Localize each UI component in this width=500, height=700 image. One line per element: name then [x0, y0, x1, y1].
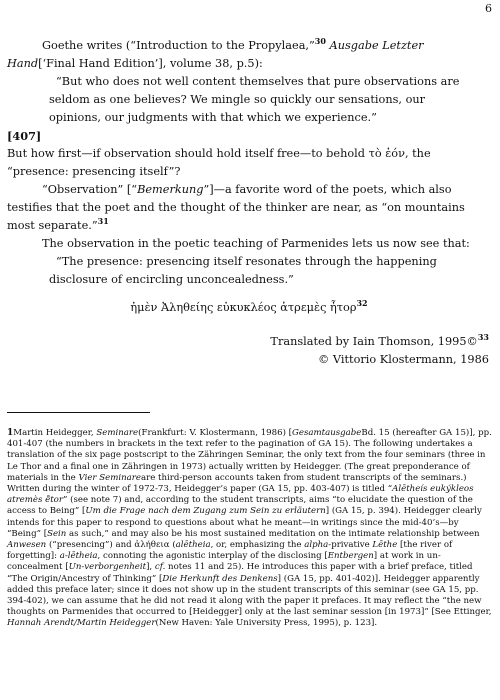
footnote-italic: a-lētheia [59, 551, 98, 562]
footnote-span: are third-person accounts taken from student transcripts of the seminars.) Written during the winter of 1972-73, Heidegger’s paper (GA 15, pp. 403-407) is titled “ [7, 472, 467, 495]
footnote-italic: cf. [154, 562, 166, 573]
footnote-span: (New Haven: Yale University Press, 1995), p. 123]. [155, 618, 378, 629]
footnote-ref: 30 [314, 36, 326, 47]
footnote-span: ” (see note 7) and, according to the student transcripts, aims “to elucidate the question of the access to Being” [ [7, 495, 473, 517]
footnote-span: , or, emphasizing the [210, 540, 305, 551]
footnote-text [7, 428, 492, 628]
text-span: “Observation” [“ [42, 183, 138, 196]
greek-verse [7, 299, 491, 317]
footnote-italic: Vier Seminare [78, 472, 141, 483]
paragraph-parmenides: The observation in the poetic teaching of Parmenides lets us now see that: [42, 237, 470, 250]
footnote-span: ] (GA 15, p. 394). Heidegger clearly intends for this paper to respond to questions about what he meant—in writings since the mid-40’s—by “Being” [ [7, 506, 482, 539]
footnote-ref: 32 [356, 298, 368, 309]
footnote-italic: Entbergen [327, 551, 374, 562]
footnote-number: 1 [7, 428, 14, 438]
footnote-italic: Um die Frage nach dem Zugang zum Sein zu erläutern [85, 506, 326, 517]
footnote [7, 428, 492, 630]
footnote-italic: Die Herkunft des Denkens [162, 573, 278, 584]
footnote-span: , connoting the agonistic interplay of the disclosing [ [97, 551, 328, 562]
translator-credit [7, 333, 491, 351]
footnote-span: Martin Heidegger, [13, 428, 97, 438]
greek-text: ἠμὲν Ἀληθείης εὐκυκλέος ἀτρεμὲς ἦτορ [130, 301, 357, 314]
text-span: ”]—a favorite word of the poets, which also testifies that the poet and the thought of the thinker are near, as “on mountains most separate.” [7, 183, 465, 232]
term-italic: Bemerkung [137, 183, 204, 196]
quote-parmenides: “The presence: presencing itself resonates through the happening disclosure of encircling unconcealedness.” [49, 255, 437, 286]
footnote-span: [the river of forgetting]: [7, 540, 453, 562]
footnote-span: (“presencing”) and ἀλήθεια ( [46, 540, 176, 551]
footnote-span: notes 11 and 25). He introduces this paper with a brief preface, titled “The Origin/Ancestry of Thinking” [ [7, 562, 473, 584]
footnote-italic: alpha [304, 540, 329, 551]
footnote-span: ], [146, 562, 155, 573]
paragraph-behold: But how first—if observation should hold itself free—to behold τὸ ἐόν, the “presence: presencing itself”? [7, 147, 431, 178]
footnote-italic: Alētheís eukýkleos atremès ē̂tor [7, 484, 474, 506]
footnote-italic: Gesamtausgabe [292, 428, 362, 438]
footnote-italic: Seminare [96, 428, 139, 438]
footnote-italic: alētheia [175, 540, 211, 551]
page-number: 6 [485, 2, 492, 15]
footnote-span: ] (GA 15, pp. 401-402)]. Heidegger apparently added this preface later; since it does not show up in the student transcripts of this seminar (see GA 15, pp. 394-402), we can assume that he did not read it along with the paper it prefaces. It may reflect the “the new thoughts on Parmenides that occurred to [Heidegger] only at the last seminar session [in 1973]” [See Ettinger, [7, 573, 492, 618]
footnote-span: Bd. 15 (hereafter GA 15)], pp. 401-407 (the numbers in brackets in the text refer to the pagination of GA 15). The following undertakes a translation of the six page postscript to the Zähringen Seminar, the only text from the four seminars (three in Le Thor and a final one in Zähringen in 1973) actually written by Heidegger. (The great preponderance of materials in the [7, 428, 492, 483]
footnote-ref: 33 [477, 332, 489, 343]
page-marker: [407] [7, 129, 42, 143]
main-text [7, 37, 491, 369]
footnote-italic: Un-verborgenheit [68, 562, 147, 573]
footnote-ref: 31 [97, 216, 109, 227]
footnote-span: ] at work in un-concealment [ [7, 551, 441, 573]
text-span: Translated by Iain Thomson, 1995© [270, 335, 478, 348]
copyright-line: © Vittorio Klostermann, 1986 [318, 353, 489, 366]
text-span: [‘Final Hand Edition’], volume 38, p.5): [38, 57, 263, 70]
text-span: Goethe writes (“Introduction to the Propylaea,” [42, 39, 315, 52]
quote-goethe: “But who does not well content themselves that pure observations are seldom as one believes? We mingle so quickly our sensations, our opinions, our judgments with that which we experience.” [49, 75, 460, 124]
footnote-span: as such,” and may also be his most sustained meditation on the intimate relationship between [66, 528, 480, 539]
footnote-italic: Anwesen [7, 540, 47, 551]
footnote-span: -privative [328, 540, 373, 551]
footnote-italic: Hannah Arendt/Martin Heidegger [7, 618, 156, 629]
footnote-italic: Lēthe [372, 540, 398, 551]
footnote-divider [7, 412, 150, 413]
paragraph-observation [7, 181, 491, 235]
paragraph-goethe [7, 37, 491, 73]
footnote-span: (Frankfurt: V. Klostermann, 1986) [ [138, 428, 293, 438]
book-title: Ausgabe Letzter Hand [7, 39, 424, 70]
footnote-italic: Sein [47, 528, 67, 539]
